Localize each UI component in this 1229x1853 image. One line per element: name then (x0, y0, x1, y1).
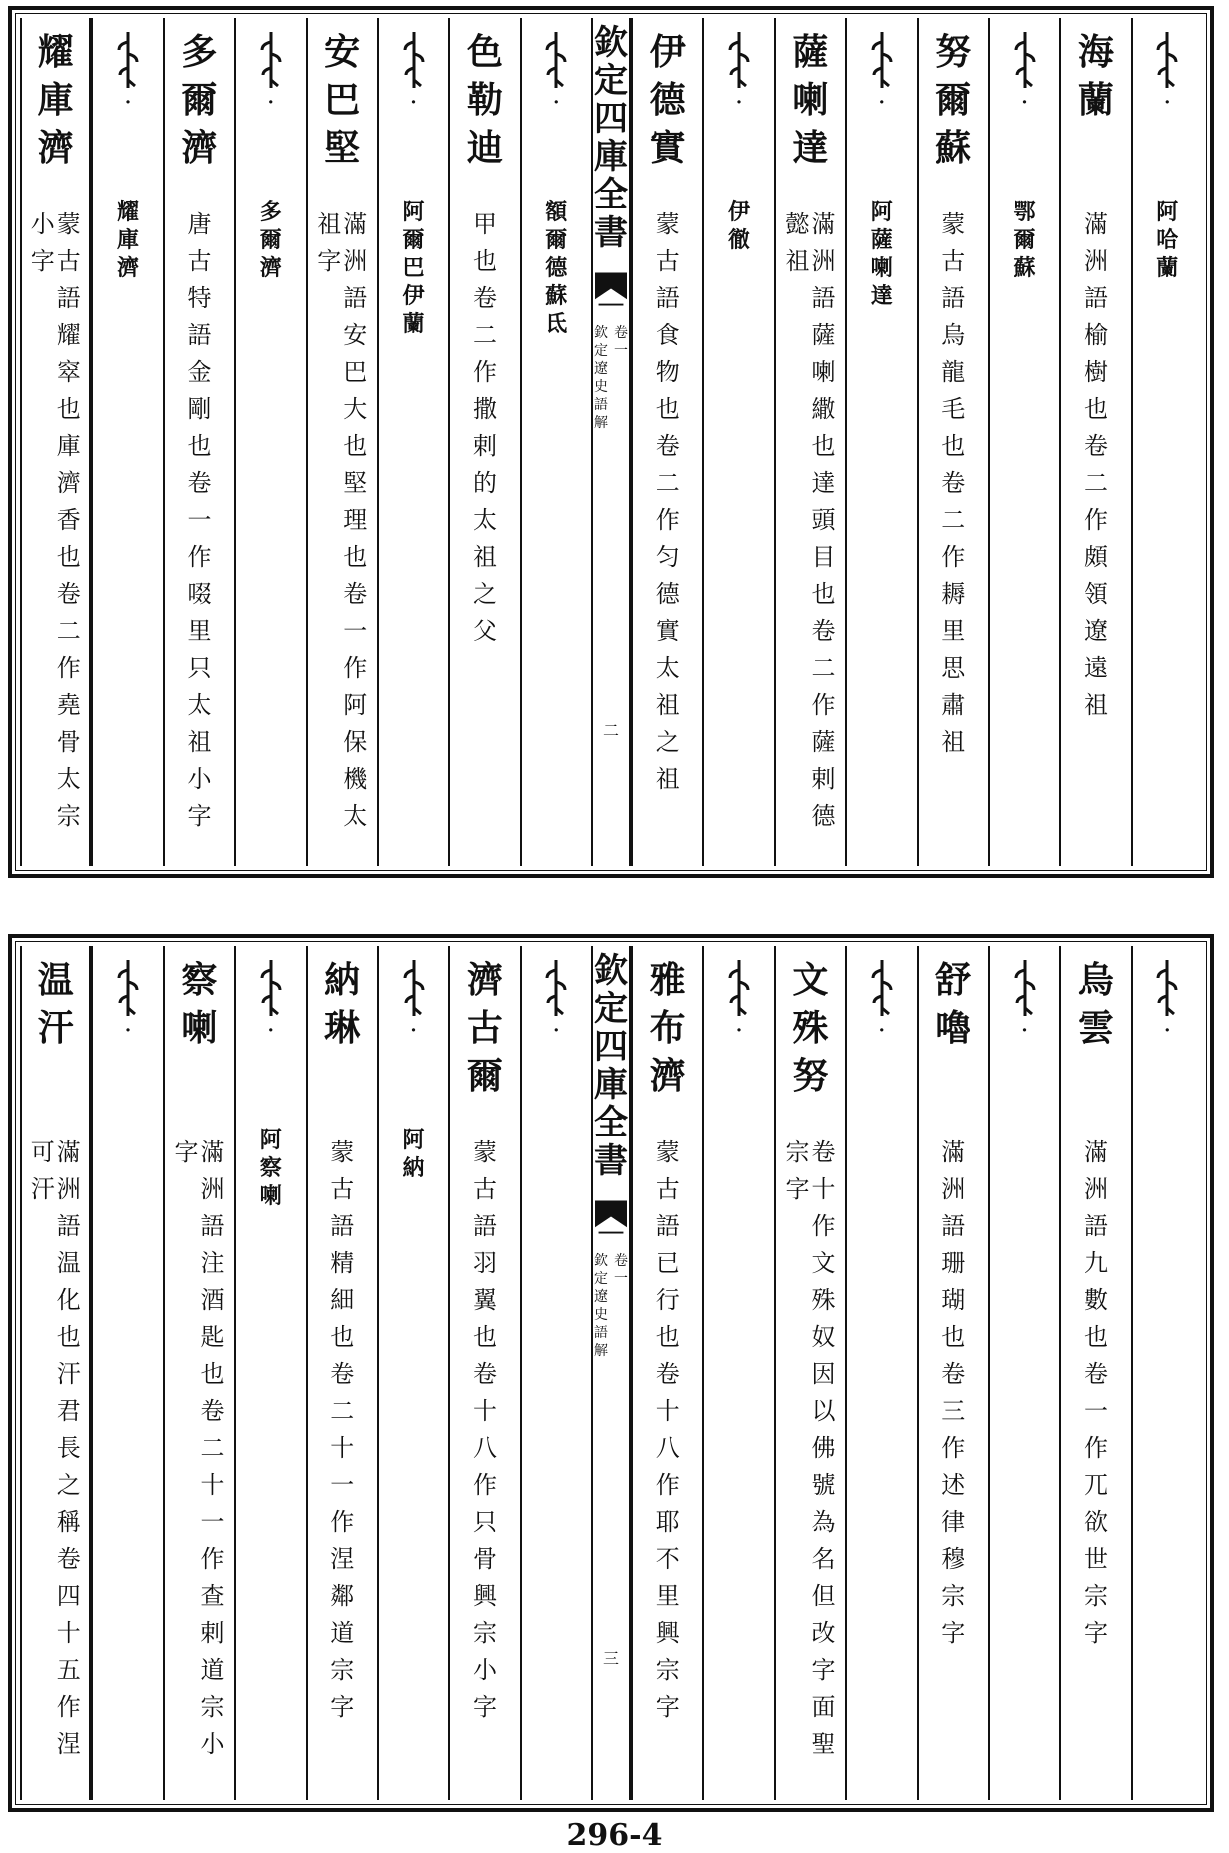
manchu-headword (1133, 958, 1202, 1041)
entry-gloss (776, 206, 845, 835)
spine-center-fold (591, 946, 631, 1800)
transliteration (847, 198, 916, 310)
entry-gloss (919, 1134, 988, 1652)
manchu-term-column (702, 946, 773, 1800)
manchu-script-glyph (543, 30, 569, 92)
transliteration (236, 1126, 305, 1210)
gloss-line: 滿 洲 語 珊 瑚 也 卷 三 作 述 律 穆 宗 字 (941, 1138, 966, 1647)
separator-dot: · (553, 1020, 560, 1041)
manchu-headword (704, 30, 773, 113)
gloss-line: 卷 十 作 文 殊 奴 因 以 佛 號 為 名 但 改 字 面 聖 (811, 1138, 836, 1758)
folio-number: 三 (602, 1649, 619, 1668)
entry-headword: 温 汗 (37, 959, 74, 1049)
gloss-line: 宗 字 (785, 1138, 810, 1203)
manchu-term-column (988, 18, 1059, 866)
chinese-entry-column (917, 18, 988, 866)
manchu-term-column (845, 946, 916, 1800)
separator-dot: · (1021, 92, 1028, 113)
gloss-line: 蒙 古 語 已 行 也 卷 十 八 作 耶 不 里 興 宗 字 (655, 1138, 680, 1721)
fishtail-ornament (595, 270, 627, 316)
folio-number: 二 (602, 721, 619, 740)
manchu-term-column (988, 946, 1059, 1800)
manchu-headword (93, 958, 162, 1041)
separator-dot: · (735, 1020, 743, 1041)
gloss-line: 滿 洲 語 薩 喇 繖 也 達 頭 目 也 卷 二 作 薩 剌 德 (811, 210, 836, 830)
transliteration (93, 198, 162, 282)
transliteration-text: 耀 庫 濟 (117, 199, 140, 281)
separator-dot: · (124, 92, 132, 113)
manchu-term-column (91, 946, 162, 1800)
entry-headword: 薩 喇 達 (792, 31, 829, 169)
manchu-term-column (1131, 946, 1202, 1800)
transliteration-text: 阿 爾 巴 伊 蘭 (402, 199, 425, 337)
manchu-script-glyph (115, 958, 141, 1020)
fishtail-ornament (595, 1198, 627, 1244)
separator-dot: · (410, 92, 417, 113)
entry-headword: 色 勒 迪 (466, 31, 503, 169)
gloss-line: 蒙 古 語 烏 龍 毛 也 卷 二 作 耨 里 思 肅 祖 (941, 210, 966, 756)
gloss-line: 蒙 古 語 羽 翼 也 卷 十 八 作 只 骨 興 宗 小 字 (472, 1138, 497, 1721)
manchu-script-glyph (1154, 958, 1180, 1020)
entry-headword: 文 殊 努 (792, 959, 829, 1097)
entry-headword: 海 蘭 (1077, 31, 1114, 121)
spine-title: 欽 定 四 庫 全 書 (594, 951, 628, 1181)
gloss-line: 祖 字 (317, 210, 342, 275)
spine-title: 欽 定 四 庫 全 書 (594, 23, 628, 253)
entry-headword: 耀 庫 濟 (37, 31, 74, 169)
manchu-headword (990, 30, 1059, 113)
entry-headword: 伊 德 實 (649, 31, 686, 169)
separator-dot: · (267, 1020, 274, 1041)
separator-dot: · (1164, 1020, 1171, 1041)
manchu-script-glyph (726, 30, 752, 92)
manchu-script-glyph (869, 30, 895, 92)
transliteration (704, 198, 773, 254)
entry-headword: 烏 雲 (1077, 959, 1114, 1049)
chinese-entry-column (1059, 18, 1130, 866)
entry-gloss (165, 206, 234, 835)
separator-dot: · (878, 92, 885, 113)
chinese-entry-column (448, 18, 519, 866)
entry-headword: 察 喇 (181, 959, 218, 1049)
chinese-entry-column (631, 18, 702, 866)
separator-dot: · (735, 92, 743, 113)
page-number: 296-4 (566, 1818, 663, 1853)
manchu-script-glyph (401, 30, 427, 92)
gloss-line: 滿 洲 語 注 酒 匙 也 卷 二 十 一 作 查 剌 道 宗 小 (200, 1138, 225, 1758)
manchu-headword (522, 958, 591, 1041)
manchu-script-glyph (258, 30, 284, 92)
manchu-headword (93, 30, 162, 113)
manchu-headword (704, 958, 773, 1041)
chinese-entry-column (306, 18, 377, 866)
manchu-headword (990, 958, 1059, 1041)
entry-gloss (776, 1134, 845, 1763)
manchu-term-column (1131, 18, 1202, 866)
manchu-term-column (845, 18, 916, 866)
entry-gloss (450, 1134, 519, 1726)
spine-subtitle (593, 324, 629, 432)
spine-juan: 卷 一 (614, 325, 628, 359)
spine-center-fold (591, 18, 631, 866)
separator-dot: · (1021, 1020, 1028, 1041)
chinese-entry-column (163, 18, 234, 866)
gloss-line: 字 (174, 1138, 199, 1166)
transliteration (379, 1126, 448, 1182)
entry-gloss (633, 206, 702, 798)
manchu-term-column (91, 18, 162, 866)
transliteration-text: 阿 納 (402, 1127, 425, 1181)
gloss-line: 小 字 (30, 210, 55, 275)
separator-dot: · (878, 1020, 885, 1041)
gloss-line: 滿 洲 語 温 化 也 汗 君 長 之 稱 卷 四 十 五 作 涅 (56, 1138, 81, 1758)
entry-gloss (308, 1134, 377, 1726)
gloss-line: 蒙 古 語 精 細 也 卷 二 十 一 作 涅 鄰 道 宗 字 (330, 1138, 355, 1721)
gloss-line: 懿 祖 (785, 210, 810, 275)
gloss-line: 唐 古 特 語 金 剛 也 卷 一 作 啜 里 只 太 祖 小 字 (187, 210, 212, 830)
manchu-script-glyph (1012, 30, 1038, 92)
manchu-term-column (377, 946, 448, 1800)
manchu-term-column (702, 18, 773, 866)
separator-dot: · (410, 1020, 417, 1041)
gloss-line: 滿 洲 語 九 數 也 卷 一 作 兀 欲 世 宗 字 (1083, 1138, 1108, 1647)
entry-headword: 雅 布 濟 (649, 959, 686, 1097)
bottom-leaf (8, 934, 1214, 1812)
chinese-entry-column (20, 18, 91, 866)
bottom-columns (20, 946, 1202, 1800)
top-leaf (8, 6, 1214, 878)
transliteration-text: 阿 察 喇 (259, 1127, 282, 1209)
transliteration (522, 198, 591, 338)
manchu-headword (379, 958, 448, 1041)
entry-gloss (919, 206, 988, 761)
chinese-entry-column (631, 946, 702, 1800)
gloss-line: 蒙 古 語 食 物 也 卷 二 作 匀 德 實 太 祖 之 祖 (655, 210, 680, 793)
gloss-line: 滿 洲 語 安 巴 大 也 堅 理 也 卷 一 作 阿 保 機 太 (343, 210, 368, 830)
chinese-entry-column (20, 946, 91, 1800)
entry-headword: 安 巴 堅 (324, 31, 361, 169)
transliteration (379, 198, 448, 338)
spine-juan: 卷 一 (614, 1253, 628, 1287)
gloss-line: 可 汗 (30, 1138, 55, 1203)
manchu-headword (847, 958, 916, 1041)
manchu-script-glyph (869, 958, 895, 1020)
entry-gloss (308, 206, 377, 835)
entry-headword: 納 琳 (324, 959, 361, 1049)
transliteration-text: 阿 薩 喇 達 (870, 199, 893, 309)
entry-headword: 濟 古 爾 (466, 959, 503, 1097)
entry-headword: 舒 嚕 (935, 959, 972, 1049)
manchu-script-glyph (1012, 958, 1038, 1020)
gloss-line: 滿 洲 語 榆 樹 也 卷 二 作 頗 領 遼 遠 祖 (1083, 210, 1108, 719)
transliteration-text: 阿 哈 蘭 (1156, 199, 1179, 281)
chinese-entry-column (774, 946, 845, 1800)
separator-dot: · (553, 92, 560, 113)
transliteration (990, 198, 1059, 282)
entry-gloss (1061, 1134, 1130, 1652)
transliteration-text: 鄂 爾 蘇 (1013, 199, 1036, 281)
manchu-headword (379, 30, 448, 113)
gloss-line: 蒙 古 語 耀 窣 也 庫 濟 香 也 卷 二 作 堯 骨 太 宗 (56, 210, 81, 830)
entry-gloss (22, 1134, 89, 1763)
chinese-entry-column (448, 946, 519, 1800)
entry-headword: 努 爾 蘇 (935, 31, 972, 169)
manchu-headword (522, 30, 591, 113)
transliteration-text: 多 爾 濟 (259, 199, 282, 281)
spine-book-title: 欽 定 遼 史 語 解 (594, 1253, 608, 1359)
entry-gloss (450, 206, 519, 650)
spine-book-title: 欽 定 遼 史 語 解 (594, 325, 608, 431)
chinese-entry-column (306, 946, 377, 1800)
manchu-headword (236, 30, 305, 113)
entry-gloss (165, 1134, 234, 1763)
transliteration (1133, 198, 1202, 282)
entry-gloss (633, 1134, 702, 1726)
manchu-term-column (234, 18, 305, 866)
manchu-term-column (520, 18, 591, 866)
manchu-headword (1133, 30, 1202, 113)
separator-dot: · (1164, 92, 1171, 113)
manchu-script-glyph (401, 958, 427, 1020)
manchu-script-glyph (115, 30, 141, 92)
manchu-term-column (234, 946, 305, 1800)
transliteration-text: 伊 徹 (728, 199, 751, 253)
manchu-term-column (377, 18, 448, 866)
manchu-script-glyph (543, 958, 569, 1020)
separator-dot: · (267, 92, 274, 113)
entry-gloss (22, 206, 89, 835)
chinese-entry-column (1059, 946, 1130, 1800)
chinese-entry-column (917, 946, 988, 1800)
manchu-headword (847, 30, 916, 113)
transliteration-text: 額 爾 德 蘇 氐 (545, 199, 568, 337)
spine-subtitle (593, 1252, 629, 1360)
manchu-term-column (520, 946, 591, 1800)
transliteration (236, 198, 305, 282)
entry-headword: 多 爾 濟 (181, 31, 218, 169)
entry-gloss (1061, 206, 1130, 724)
manchu-script-glyph (726, 958, 752, 1020)
top-columns (20, 18, 1202, 866)
gloss-line: 甲 也 卷 二 作 撒 剌 的 太 祖 之 父 (472, 210, 497, 645)
manchu-headword (236, 958, 305, 1041)
manchu-script-glyph (258, 958, 284, 1020)
manchu-script-glyph (1154, 30, 1180, 92)
chinese-entry-column (163, 946, 234, 1800)
separator-dot: · (124, 1020, 132, 1041)
chinese-entry-column (774, 18, 845, 866)
